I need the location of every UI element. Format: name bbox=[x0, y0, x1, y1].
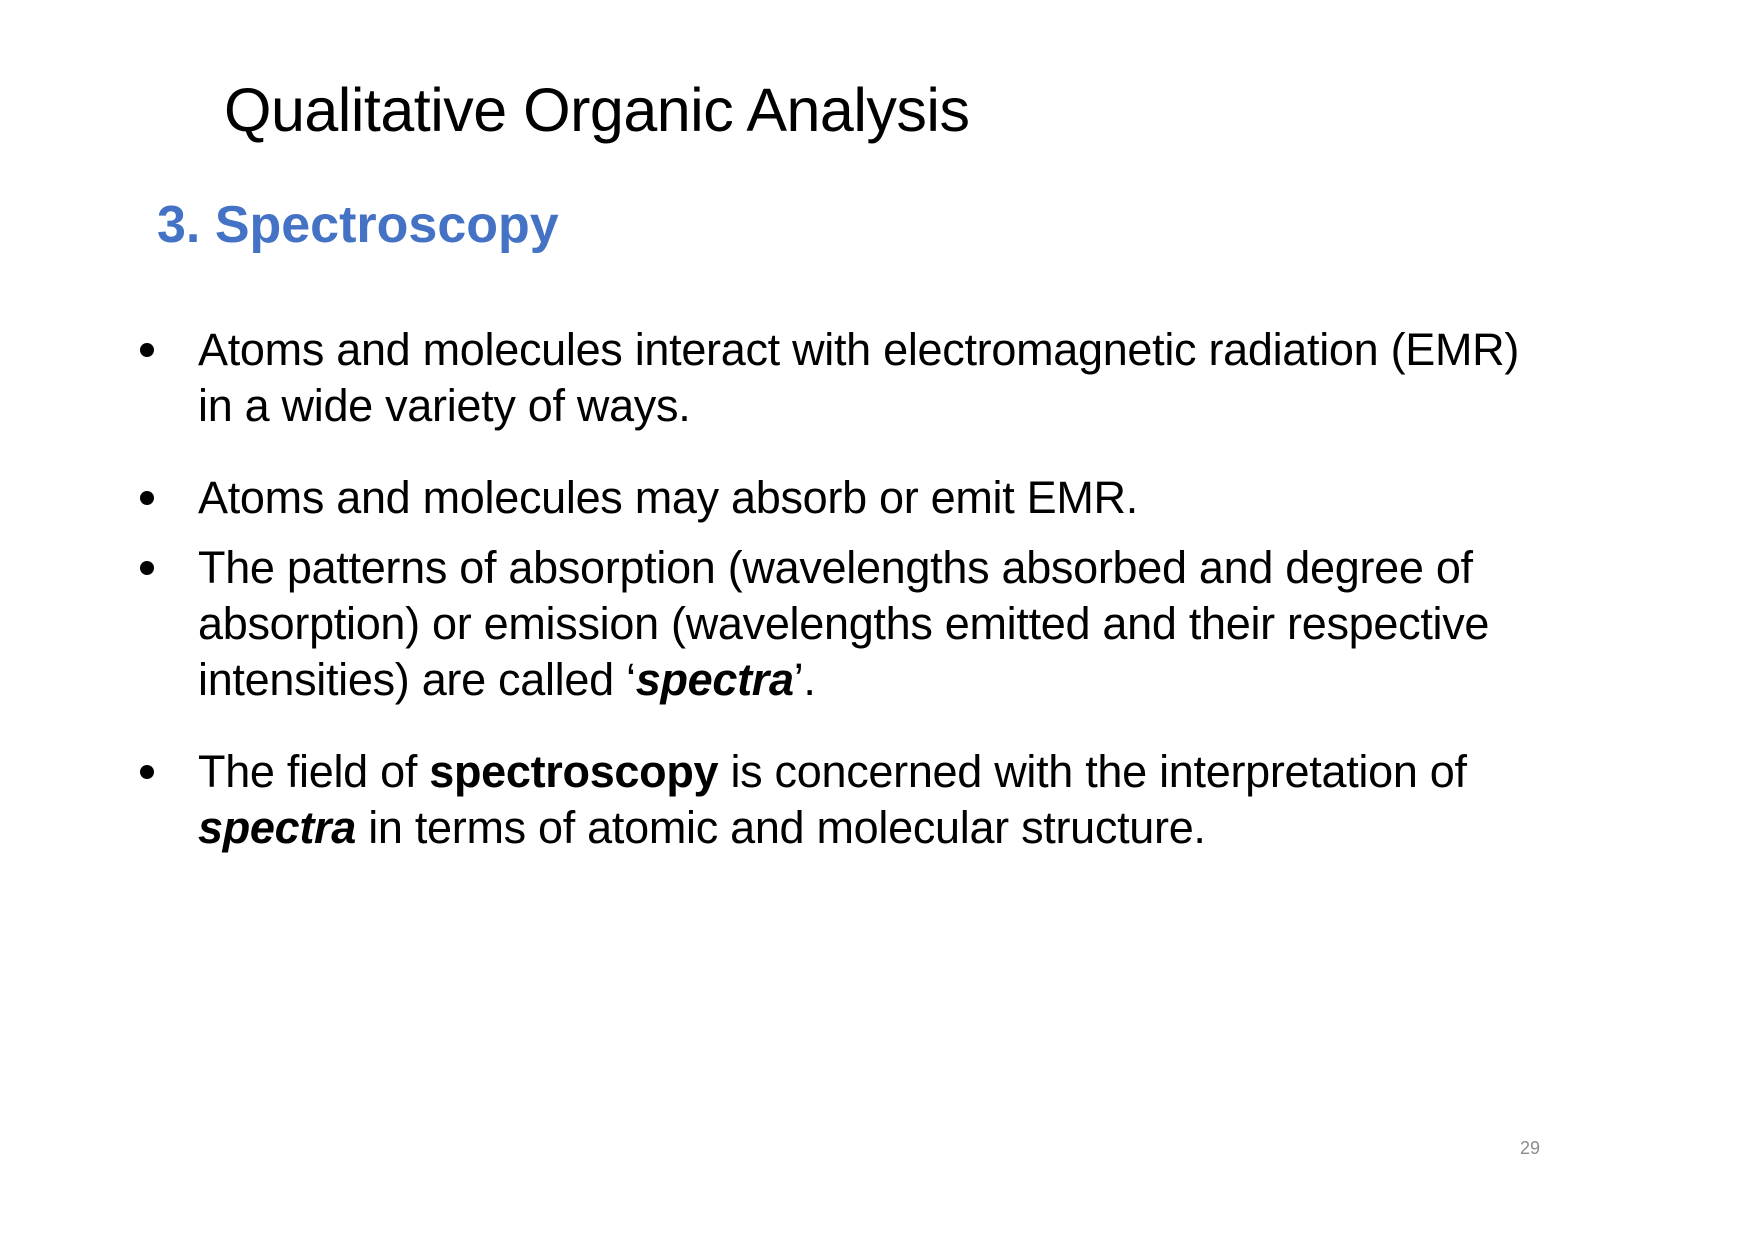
bullet-dot-icon bbox=[140, 343, 154, 357]
bullet-text: Atoms and molecules interact with electromagnetic radiation (EMR) in a wide variety of ways. bbox=[198, 324, 1520, 431]
bullet-text-middle: is concerned with the interpretation of bbox=[718, 746, 1467, 797]
bullet-text: Atoms and molecules may absorb or emit EMR. bbox=[198, 472, 1138, 523]
bullet-item bbox=[140, 540, 1560, 708]
bullet-emphasis: spectra bbox=[198, 802, 356, 853]
bullet-text: The field of bbox=[198, 746, 430, 797]
bullet-text: The patterns of absorption (wavelengths absorbed and degree of absorption) or emission (wavelengths emitted and their respective intensities) are called ‘ bbox=[198, 542, 1490, 705]
bullet-dot-icon bbox=[140, 765, 154, 779]
bullet-strong: spectroscopy bbox=[429, 746, 719, 797]
page-number: 29 bbox=[1519, 1138, 1540, 1158]
bullet-text-end: in terms of atomic and molecular structure. bbox=[356, 802, 1206, 853]
bullet-dot-icon bbox=[140, 561, 154, 575]
bullet-list bbox=[140, 322, 1560, 856]
bullet-item bbox=[140, 470, 1560, 526]
bullet-item bbox=[140, 322, 1560, 434]
slide-title: Qualitative Organic Analysis bbox=[224, 76, 970, 144]
bullet-emphasis: spectra bbox=[635, 654, 794, 705]
bullet-dot-icon bbox=[140, 491, 154, 505]
bullet-text-end: ’. bbox=[793, 654, 816, 705]
section-heading: 3. Spectroscopy bbox=[157, 196, 559, 254]
bullet-item bbox=[140, 744, 1560, 856]
